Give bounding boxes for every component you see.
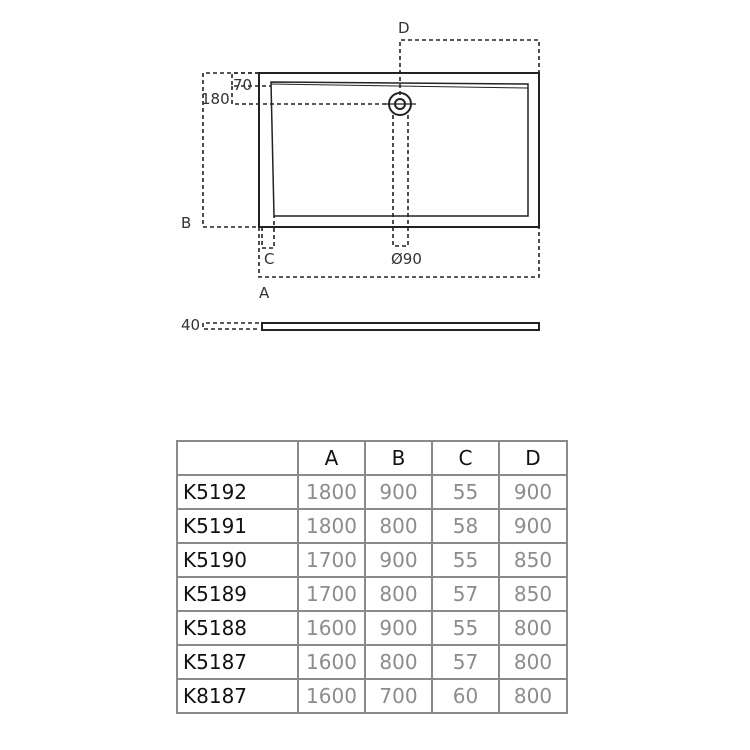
value-d: 850 <box>499 577 567 611</box>
value-c: 57 <box>432 645 499 679</box>
header-a: A <box>298 441 365 475</box>
model-code: K5187 <box>177 645 298 679</box>
value-a: 1600 <box>298 645 365 679</box>
value-b: 800 <box>365 509 432 543</box>
value-a: 1800 <box>298 509 365 543</box>
value-a: 1700 <box>298 577 365 611</box>
value-c: 57 <box>432 577 499 611</box>
value-c: 58 <box>432 509 499 543</box>
value-d: 800 <box>499 679 567 713</box>
label-c: C <box>264 250 275 268</box>
header-model <box>177 441 298 475</box>
value-c: 60 <box>432 679 499 713</box>
value-d: 900 <box>499 475 567 509</box>
label-40: 40 <box>181 316 201 334</box>
value-a: 1600 <box>298 611 365 645</box>
label-b: B <box>181 214 192 232</box>
value-b: 800 <box>365 645 432 679</box>
dim-180-line <box>232 86 389 104</box>
model-code: K5188 <box>177 611 298 645</box>
value-b: 900 <box>365 475 432 509</box>
value-c: 55 <box>432 611 499 645</box>
model-code: K8187 <box>177 679 298 713</box>
dimensions-table <box>176 440 568 714</box>
table-row <box>177 679 567 713</box>
value-a: 1700 <box>298 543 365 577</box>
value-a: 1800 <box>298 475 365 509</box>
label-a: A <box>259 284 270 302</box>
value-b: 900 <box>365 543 432 577</box>
table-row <box>177 611 567 645</box>
tray-outline <box>259 73 539 227</box>
label-70: 70 <box>233 76 253 94</box>
label-d: D <box>398 19 410 37</box>
tray-inner-basin <box>271 82 528 216</box>
header-c: C <box>432 441 499 475</box>
header-b: B <box>365 441 432 475</box>
value-a: 1600 <box>298 679 365 713</box>
value-b: 700 <box>365 679 432 713</box>
label-180: 180 <box>201 90 230 108</box>
value-c: 55 <box>432 543 499 577</box>
model-code: K5189 <box>177 577 298 611</box>
table-row <box>177 475 567 509</box>
table-row <box>177 543 567 577</box>
table-row <box>177 509 567 543</box>
header-d: D <box>499 441 567 475</box>
dim-40-line <box>203 323 259 329</box>
table-row <box>177 645 567 679</box>
value-c: 55 <box>432 475 499 509</box>
tray-plan-view <box>259 73 539 227</box>
model-code: K5192 <box>177 475 298 509</box>
table-row <box>177 577 567 611</box>
value-d: 800 <box>499 645 567 679</box>
value-d: 900 <box>499 509 567 543</box>
model-code: K5190 <box>177 543 298 577</box>
label-drain: Ø90 <box>391 250 422 268</box>
value-b: 800 <box>365 577 432 611</box>
table-header-row <box>177 441 567 475</box>
value-d: 850 <box>499 543 567 577</box>
tray-side-view <box>262 323 539 330</box>
value-b: 900 <box>365 611 432 645</box>
dim-c-line <box>262 216 274 248</box>
model-code: K5191 <box>177 509 298 543</box>
value-d: 800 <box>499 611 567 645</box>
